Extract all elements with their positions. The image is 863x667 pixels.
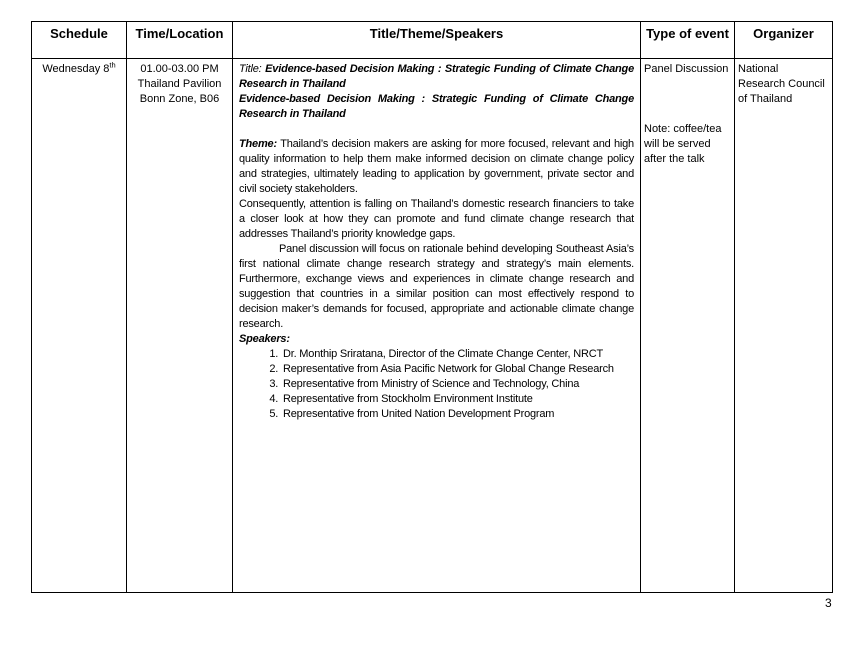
- cell-schedule: [32, 59, 127, 593]
- col-header-organizer: Organizer: [735, 22, 833, 59]
- schedule-table: [31, 21, 833, 593]
- theme-paragraph: [239, 137, 634, 197]
- speaker-item: 5. Representative from United Nation Development Program: [281, 407, 634, 422]
- cell-time-location: [127, 59, 233, 593]
- schedule-ordinal: th: [109, 60, 116, 70]
- location-line1: Thailand Pavilion: [137, 78, 222, 90]
- schedule-day: Wednesday 8: [42, 63, 110, 75]
- table-row: [32, 59, 833, 593]
- speaker-item: 2. Representative from Asia Pacific Network for Global Change Research: [281, 362, 634, 377]
- speaker-item: 3. Representative from Ministry of Science and Technology, China: [281, 377, 634, 392]
- cell-title-theme-speakers: [233, 59, 641, 593]
- cell-type-of-event: [641, 59, 735, 593]
- time-text: 01.00-03.00 PM: [140, 63, 219, 75]
- theme-text: Thailand’s decision makers are asking for more focused, relevant and high quality information to help them make informed decision on climate change policy and strategies, ultimately leading to application by government, private sector and civil society stakeholders.: [239, 138, 634, 195]
- speakers-list: [239, 347, 634, 422]
- col-header-schedule: Schedule: [32, 22, 127, 59]
- speaker-item: 1. Dr. Monthip Sriratana, Director of the Climate Change Center, NRCT: [281, 347, 634, 362]
- title-label: Title:: [239, 63, 262, 75]
- col-header-title-theme-speakers: Title/Theme/Speakers: [233, 22, 641, 59]
- col-header-type-of-event: Type of event: [641, 22, 735, 59]
- page-number: 3: [825, 596, 832, 610]
- theme-label: Theme:: [239, 138, 277, 150]
- title-paragraph: [239, 62, 634, 92]
- title-text: Evidence-based Decision Making : Strategic Funding of Climate Change Research in Thailand: [239, 63, 634, 90]
- blank-line: [239, 122, 634, 137]
- table-header-row: [32, 22, 833, 59]
- cell-organizer: [735, 59, 833, 593]
- paragraph-panel-discussion: Panel discussion will focus on rationale behind developing Southeast Asia’s first national climate change research strategy and strategy’s main elements. Furthermore, exchange views and experiences in climate change research and suggestion that countries in a similar position can most effectively respond to decision maker’s demands for focused, appropriate and actionable climate change research.: [239, 243, 634, 330]
- paragraph-consequently: Consequently, attention is falling on Thailand’s domestic research financiers to take a closer look at how they can promote and fund climate change research that addresses Thailand’s priority knowledge gaps.: [239, 198, 634, 240]
- col-header-time-location: Time/Location: [127, 22, 233, 59]
- subtitle-text: Evidence-based Decision Making : Strategic Funding of Climate Change Research in Thailand: [239, 93, 634, 120]
- location-line2: Bonn Zone, B06: [139, 93, 220, 105]
- speaker-item: 4. Representative from Stockholm Environment Institute: [281, 392, 634, 407]
- organizer-text: National Research Council of Thailand: [738, 63, 825, 105]
- note-text: Note: coffee/tea will be served after the talk: [644, 123, 722, 165]
- speakers-label: Speakers:: [239, 333, 290, 345]
- type-of-event-text: Panel Discussion: [644, 63, 729, 75]
